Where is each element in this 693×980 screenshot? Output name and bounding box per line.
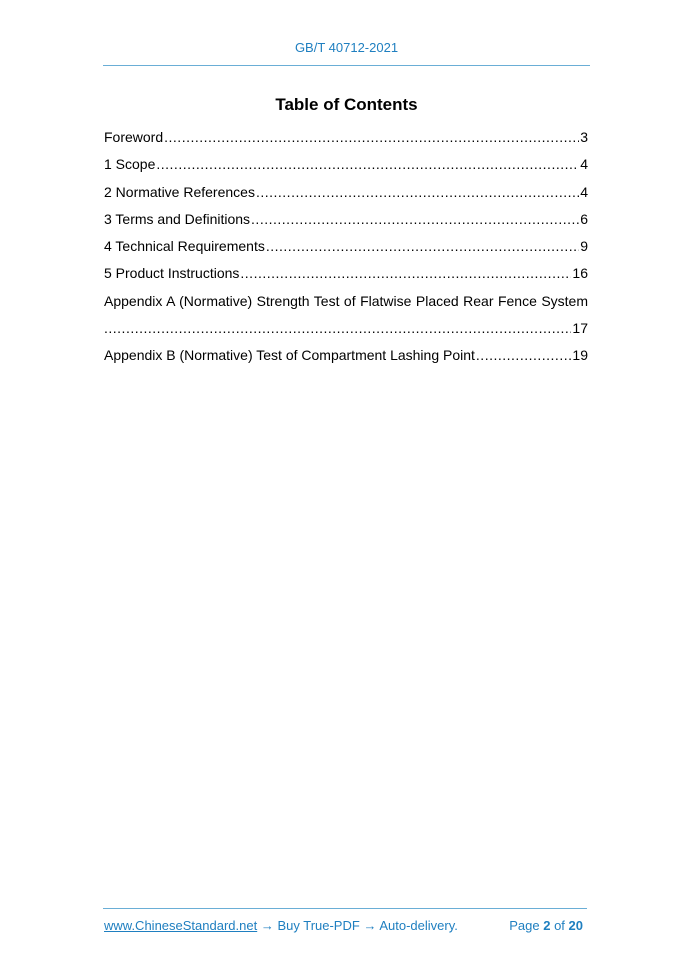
auto-delivery-text: Auto-delivery.	[379, 918, 458, 933]
dot-leader	[164, 125, 579, 149]
toc-entry-appendix-b[interactable]	[104, 343, 588, 370]
toc-entry-scope[interactable]	[104, 152, 588, 179]
dot-leader	[266, 234, 579, 258]
footer-divider	[103, 908, 587, 909]
page-footer	[104, 918, 586, 933]
toc-entry-page: 6	[580, 210, 588, 227]
toc-entry-foreword[interactable]	[104, 125, 588, 152]
page-word: Page	[509, 918, 540, 933]
dot-leader	[476, 343, 572, 367]
page-current: 2	[543, 918, 551, 933]
table-of-contents	[104, 125, 588, 371]
toc-entry-page: 16	[572, 265, 588, 282]
toc-entry-technical-requirements[interactable]	[104, 234, 588, 261]
arrow-right-icon: →	[363, 918, 377, 933]
toc-entry-label: 4 Technical Requirements	[104, 238, 265, 255]
toc-entry-label: 2 Normative References	[104, 183, 255, 200]
footer-promo	[104, 918, 458, 933]
toc-entry-label: Foreword	[104, 129, 164, 145]
dot-leader	[240, 261, 571, 285]
page-total: 20	[568, 918, 583, 933]
arrow-right-icon: →	[260, 918, 274, 933]
header-divider	[103, 65, 590, 66]
toc-entry-label: 1 Scope	[104, 156, 156, 173]
toc-title: Table of Contents	[275, 95, 418, 114]
toc-entry-page: 9	[580, 238, 588, 255]
page-of: of	[554, 918, 565, 933]
toc-entry-page: 4	[580, 183, 588, 200]
toc-entry-page: 3	[580, 129, 588, 145]
page-indicator	[509, 918, 583, 933]
toc-entry-normative-references[interactable]	[104, 180, 588, 207]
dot-leader	[156, 152, 579, 176]
dot-leader	[251, 207, 579, 231]
toc-entry-label: 3 Terms and Definitions	[104, 210, 251, 227]
toc-entry-product-instructions[interactable]	[104, 261, 588, 288]
toc-entry-appendix-a[interactable]	[104, 289, 588, 344]
buy-pdf-text: Buy True-PDF	[277, 918, 360, 933]
dot-leader	[256, 180, 579, 204]
toc-entry-page: 4	[580, 156, 588, 173]
toc-entry-page: 19	[572, 347, 588, 364]
toc-entry-page: 17	[572, 320, 588, 337]
document-code-header: GB/T 40712-2021	[294, 40, 399, 55]
website-link[interactable]: www.ChineseStandard.net	[104, 918, 258, 933]
toc-entry-terms-definitions[interactable]	[104, 207, 588, 234]
dot-leader	[104, 316, 571, 340]
toc-entry-label: Appendix B (Normative) Test of Compartment Lashing Point	[104, 347, 475, 364]
toc-entry-label: Appendix A (Normative) Strength Test of Flatwise Placed Rear Fence System	[104, 292, 588, 309]
toc-entry-label: 5 Product Instructions	[104, 265, 240, 282]
